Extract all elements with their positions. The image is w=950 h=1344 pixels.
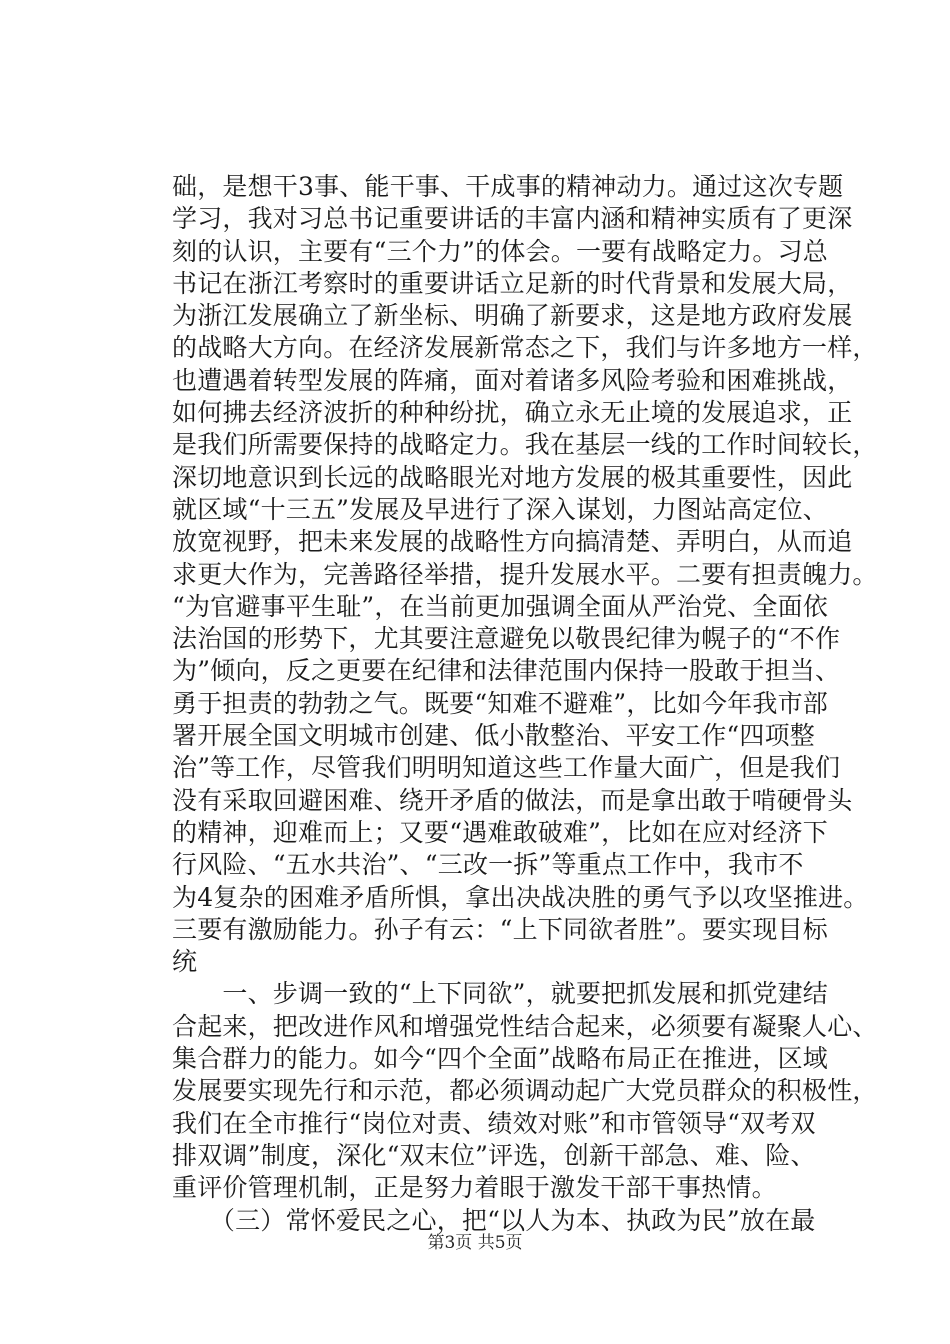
text-line: 我们在全市推行“岗位对责、绩效对账”和市管领导“双考双 bbox=[172, 1108, 816, 1138]
text-line: 行风险、“五水共治”、“三改一拆”等重点工作中，我市不 bbox=[172, 850, 804, 880]
text-line: 础，是想干3事、能干事、干成事的精神动力。通过这次专题 bbox=[172, 172, 844, 201]
text-line: 合起来，把改进作风和增强党性结合起来，必须要有凝聚人心、 bbox=[172, 1011, 878, 1041]
text-line: 为浙江发展确立了新坐标、明确了新要求，这是地方政府发展 bbox=[172, 301, 853, 331]
text-line: 求更大作为，完善路径举措，提升发展水平。二要有担责魄力。 bbox=[172, 559, 878, 589]
page-footer: 第3页 共5页 bbox=[427, 1233, 523, 1253]
text-line: 的战略大方向。在经济发展新常态之下，我们与许多地方一样， bbox=[172, 333, 878, 363]
text-line: 就区域“十三五”发展及早进行了深入谋划，力图站高定位、 bbox=[172, 494, 828, 524]
text-line: 学习，我对习总书记重要讲话的丰富内涵和精神实质有了更深 bbox=[172, 204, 853, 234]
text-line: 排双调”制度，深化“双末位”评选，创新干部急、难、险、 bbox=[172, 1140, 816, 1170]
text-line: 没有采取回避困难、绕开矛盾的做法，而是拿出敢于啃硬骨头 bbox=[172, 785, 853, 815]
text-line: 为”倾向，反之更要在纪律和法律范围内保持一股敢于担当、 bbox=[172, 656, 841, 686]
text-line: 署开展全国文明城市创建、低小散整治、平安工作“四项整 bbox=[172, 721, 815, 751]
text-line: 勇于担责的勃勃之气。既要“知难不避难”，比如今年我市部 bbox=[172, 688, 828, 718]
text-line: 放宽视野，把未来发展的战略性方向搞清楚、弄明白，从而追 bbox=[172, 527, 853, 557]
text-line: 统 bbox=[172, 947, 198, 977]
text-line: 如何拂去经济波折的种种纷扰，确立永无止境的发展追求，正 bbox=[172, 398, 853, 428]
text-line: “为官避事平生耻”，在当前更加强调全面从严治党、全面依 bbox=[172, 591, 828, 621]
text-line: 三要有激励能力。孙子有云：“上下同欲者胜”。要实现目标 bbox=[172, 914, 828, 944]
text-line: 的精神，迎难而上；又要“遇难敢破难”，比如在应对经济下 bbox=[172, 817, 828, 847]
text-line: 发展要实现先行和示范，都必须调动起广大党员群众的积极性， bbox=[172, 1076, 878, 1106]
text-line: 为4复杂的困难矛盾所惧，拿出决战决胜的勇气予以攻坚推进。 bbox=[172, 882, 869, 912]
section-heading-line: （三）常怀爱民之心，把“以人为本、执政为民”放在最 bbox=[172, 1205, 816, 1235]
text-line: 书记在浙江考察时的重要讲话立足新的时代背景和发展大局， bbox=[172, 268, 853, 298]
text-line: 刻的认识，主要有“三个力”的体会。一要有战略定力。习总 bbox=[172, 236, 828, 266]
text-line: 重评价管理机制，正是努力着眼于激发干部干事热情。 bbox=[172, 1173, 777, 1203]
paragraph-start-line: 一、步调一致的“上下同欲”，就要把抓发展和抓党建结 bbox=[172, 979, 828, 1009]
text-line: 也遭遇着转型发展的阵痛，面对着诸多风险考验和困难挑战， bbox=[172, 365, 853, 395]
text-line: 集合群力的能力。如今“四个全面”战略布局正在推进，区域 bbox=[172, 1044, 828, 1074]
body-text bbox=[172, 171, 878, 1237]
text-line: 法治国的形势下，尤其要注意避免以敬畏纪律为幌子的“不作 bbox=[172, 624, 841, 654]
text-line: 是我们所需要保持的战略定力。我在基层一线的工作时间较长， bbox=[172, 430, 878, 460]
text-line: 治”等工作，尽管我们明明知道这些工作量大面广，但是我们 bbox=[172, 753, 841, 783]
text-line: 深切地意识到长远的战略眼光对地方发展的极其重要性，因此 bbox=[172, 462, 853, 492]
